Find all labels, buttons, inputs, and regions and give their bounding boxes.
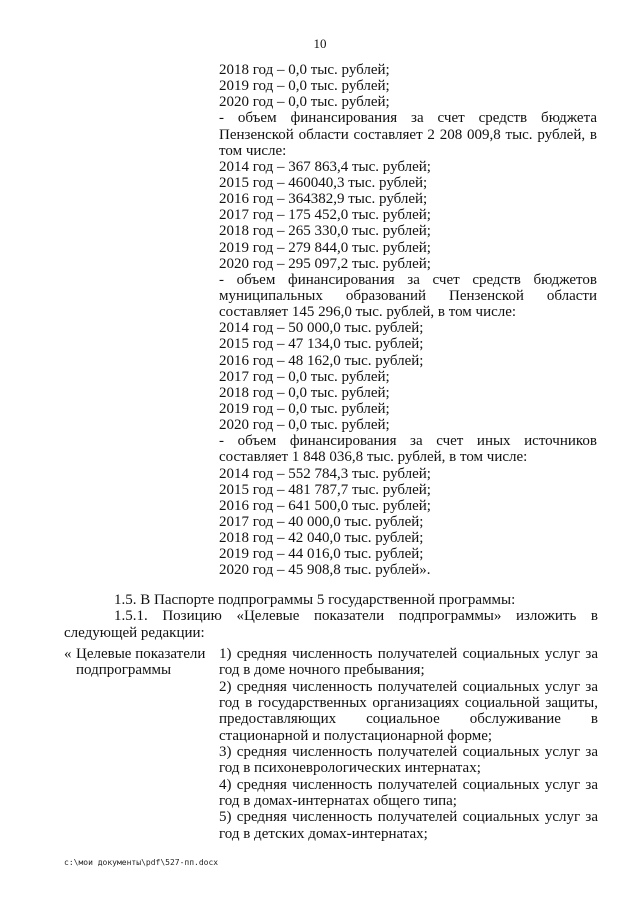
funding-block (219, 62, 597, 579)
footer-file-path: c:\мои документы\pdf\527-пп.docx (64, 858, 219, 867)
year-line: 2017 год – 0,0 тыс. рублей; (219, 368, 390, 385)
year-line: 2015 год – 47 134,0 тыс. рублей; (219, 336, 424, 353)
open-quote: « (64, 646, 72, 662)
year-line: 2018 год – 0,0 тыс. рублей; (219, 62, 390, 78)
year-line: 2016 год – 364382,9 тыс. рублей; (219, 191, 428, 208)
year-line: 2016 год – 48 162,0 тыс. рублей; (219, 352, 424, 369)
year-line: 2020 год – 45 908,8 тыс. рублей». (219, 562, 431, 579)
year-line: 2014 год – 50 000,0 тыс. рублей; (219, 320, 424, 337)
year-line: 2019 год – 0,0 тыс. рублей; (219, 78, 390, 95)
year-line: 2018 год – 42 040,0 тыс. рублей; (219, 530, 424, 547)
year-line: 2017 год – 40 000,0 тыс. рублей; (219, 514, 424, 531)
year-line: 2019 год – 279 844,0 тыс. рублей; (219, 239, 431, 256)
list-item: 1) средняя численность получателей социальных услуг за год в доме ночного пребывания; (219, 646, 598, 679)
year-line: 2020 год – 0,0 тыс. рублей; (219, 417, 390, 434)
year-line: 2019 год – 0,0 тыс. рублей; (219, 401, 390, 418)
other-sources-text: - объем финансирования за счет иных источников составляет 1 848 036,8 тыс. рублей, в том числе: (219, 433, 597, 466)
list-item: 5) средняя численность получателей социальных услуг за год в детских домах-интернатах; (219, 809, 598, 842)
section-1-5: 1.5. В Паспорте подпрограммы 5 государственной программы: (114, 592, 516, 608)
year-line: 2019 год – 44 016,0 тыс. рублей; (219, 546, 424, 563)
year-line: 2015 год – 481 787,7 тыс. рублей; (219, 481, 431, 498)
year-line: 2014 год – 552 784,3 тыс. рублей; (219, 465, 431, 482)
section-1-5-1: 1.5.1. Позицию «Целевые показатели подпрограммы» изложить в следующей редакции: (64, 608, 598, 641)
list-item: 4) средняя численность получателей социальных услуг за год в домах-интернатах общего типа; (219, 776, 598, 810)
year-line: 2020 год – 0,0 тыс. рублей; (219, 94, 390, 111)
regional-budget-text: - объем финансирования за счет средств бюджета Пензенской области составляет 2 208 009,8 тыс. рублей, в том числе: (219, 110, 597, 159)
year-line: 2016 год – 641 500,0 тыс. рублей; (219, 497, 431, 514)
municipal-budget-text: - объем финансирования за счет средств бюджетов муниципальных образований Пензенской области составляет 145 296,0 тыс. рублей, в том числе: (219, 271, 597, 321)
year-line: 2018 год – 265 330,0 тыс. рублей; (219, 223, 431, 240)
year-line: 2017 год – 175 452,0 тыс. рублей; (219, 207, 431, 224)
indicators-label: Целевые показатели подпрограммы (76, 646, 206, 679)
indicators-list (219, 646, 598, 842)
list-item: 2) средняя численность получателей социальных услуг за год в государственных организациях социальной защиты, предоставляющих социальное обслуживание в стационарной и полустационарной форме; (219, 678, 598, 744)
year-line: 2014 год – 367 863,4 тыс. рублей; (219, 158, 431, 175)
page-number: 10 (313, 36, 327, 51)
year-line: 2015 год – 460040,3 тыс. рублей; (219, 175, 428, 192)
year-line: 2018 год – 0,0 тыс. рублей; (219, 384, 390, 401)
amendment-section (64, 592, 598, 641)
list-item: 3) средняя численность получателей социальных услуг за год в психоневрологических интернатах; (219, 744, 598, 777)
year-line: 2020 год – 295 097,2 тыс. рублей; (219, 255, 431, 272)
